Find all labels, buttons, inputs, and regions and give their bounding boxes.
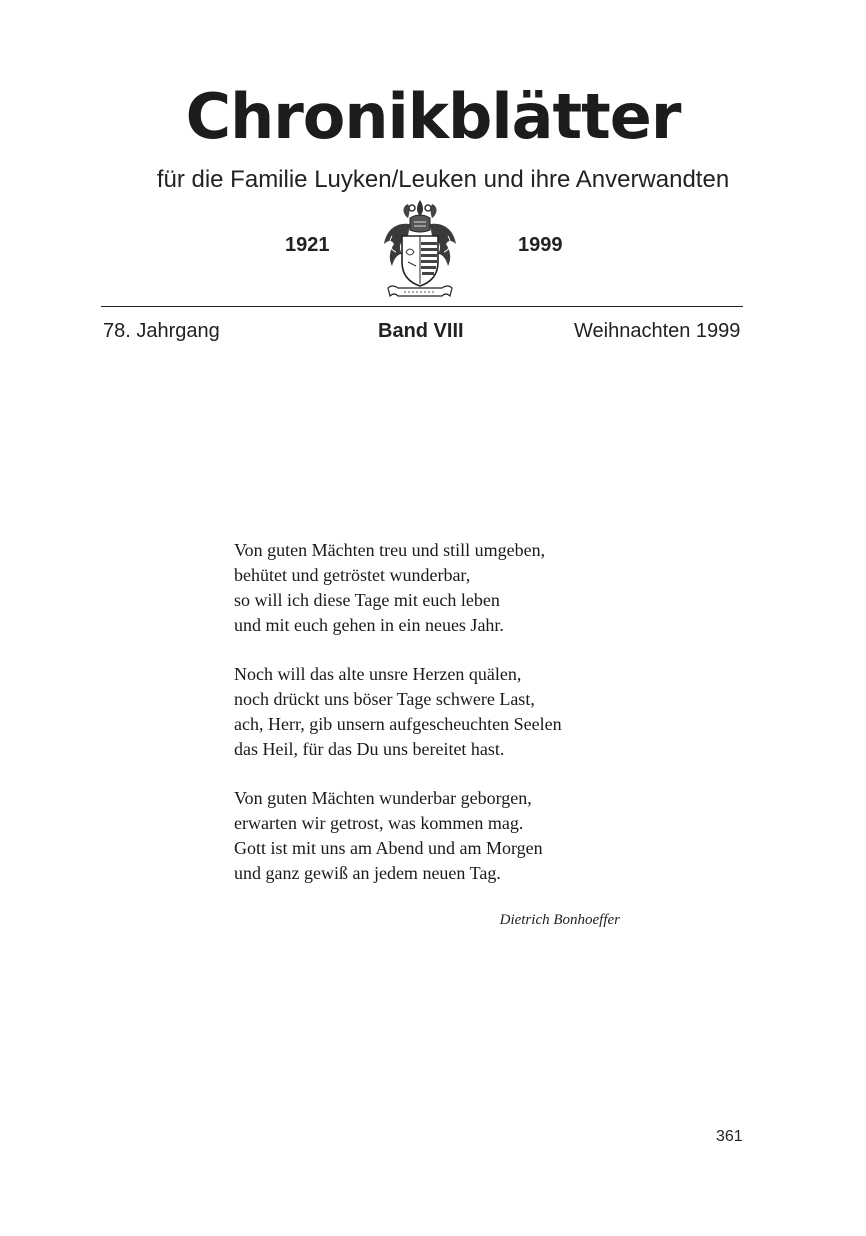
poem-line: Von guten Mächten treu und still umgeben, [234, 540, 546, 560]
volume-band: Band VIII [378, 320, 464, 342]
year-start: 1921 [285, 234, 330, 256]
poem-stanza [234, 538, 654, 638]
poem-stanza [234, 786, 654, 886]
volume-year: 78. Jahrgang [103, 320, 220, 342]
poem-line: Gott ist mit uns am Abend und am Morgen [234, 838, 543, 858]
edition-label: Weihnachten 1999 [574, 320, 741, 342]
poem-line: noch drückt uns böser Tage schwere Last, [234, 689, 535, 709]
poem-line: ach, Herr, gib unsern aufgescheuchten Seelen [234, 714, 562, 734]
poem-line: so will ich diese Tage mit euch leben [234, 590, 500, 610]
poem-line: erwarten wir getrost, was kommen mag. [234, 813, 524, 833]
poem-stanza [234, 662, 654, 762]
poem-line: und mit euch gehen in ein neues Jahr. [234, 615, 504, 635]
page-title: Chronikblätter [185, 80, 681, 153]
poem-line: behütet und getröstet wunderbar, [234, 565, 471, 585]
page-number: 361 [716, 1128, 743, 1145]
header-divider [101, 306, 743, 307]
family-crest-icon [372, 196, 468, 302]
poem-line: Noch will das alte unsre Herzen quälen, [234, 664, 522, 684]
poem-author: Dietrich Bonhoeffer [499, 912, 620, 928]
page-subtitle: für die Familie Luyken/Leuken und ihre Anverwandten [156, 166, 730, 193]
year-end: 1999 [518, 234, 563, 256]
poem-line: und ganz gewiß an jedem neuen Tag. [234, 863, 501, 883]
poem-line: das Heil, für das Du uns bereitet hast. [234, 739, 505, 759]
poem [234, 538, 654, 910]
poem-line: Von guten Mächten wunderbar geborgen, [234, 788, 532, 808]
